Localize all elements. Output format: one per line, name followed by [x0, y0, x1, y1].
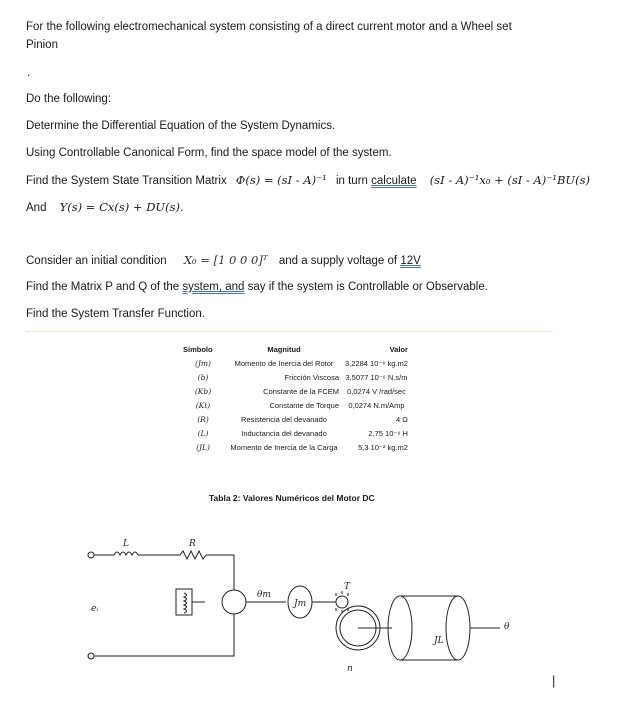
cell-magnitude: Resistencia del devanado	[241, 414, 327, 424]
label-torque: T	[344, 582, 351, 592]
label-jm: Jm	[294, 599, 307, 609]
system-link[interactable]: system, and	[182, 281, 245, 293]
cell-magnitude: Inductancia del devanado	[241, 428, 327, 438]
state-transition-formula: Φ(s) = (sI - A)⁻¹	[235, 173, 327, 187]
do-following-heading: Do the following:	[26, 93, 112, 105]
cell-value: 0,0274 V /rad/sec	[347, 386, 406, 396]
cell-magnitude: Constante de Torque	[269, 400, 339, 410]
label-gear-ratio: n	[347, 664, 353, 674]
task5-prefix: Find the Matrix P and Q of the	[26, 281, 180, 293]
label-theta-m: θm	[257, 590, 271, 600]
pinion-gear	[336, 596, 348, 608]
cell-magnitude: Fricción Viscosa	[284, 372, 339, 382]
cell-value: 0,0274 N.m/Amp	[348, 400, 405, 410]
label-inductance: L	[123, 539, 129, 549]
cond-mid: and a supply voltage of	[278, 255, 398, 267]
task5-suffix: say if the system is Controllable or Observable.	[247, 281, 488, 293]
cell-symbol: (Jm)	[195, 358, 211, 368]
task-transfer-function: Find the System Transfer Function.	[26, 308, 205, 320]
header-symbol: Símbolo	[183, 344, 213, 354]
text-cursor: |	[552, 673, 556, 688]
cell-magnitude: Momento de Inercia de la Carga	[230, 442, 338, 452]
cell-symbol: (JL)	[196, 442, 210, 452]
cell-symbol: (R)	[197, 414, 209, 424]
label-resistance: R	[189, 539, 196, 549]
task-differential-equation: Determine the Differential Equation of the System Dynamics.	[26, 120, 336, 132]
initial-condition-formula: X₀ = [1 0 0 0]ᵀ	[183, 253, 268, 267]
intro-line-1: For the following electromechanical system consisting of a direct current motor and a Wheel set	[26, 21, 512, 33]
inductor-symbol	[114, 552, 138, 555]
cell-value: 4 Ω	[396, 414, 408, 424]
task3-prefix: Find the System State Transition Matrix	[26, 175, 227, 187]
cell-magnitude: Constante de la FCEM	[263, 386, 339, 396]
resistor-symbol	[180, 551, 206, 559]
motor-circle	[222, 590, 246, 614]
wire-bottom	[94, 614, 234, 656]
cond-prefix: Consider an initial condition	[26, 255, 167, 267]
header-value: Valor	[389, 344, 408, 354]
task3-mid: in turn	[335, 175, 368, 187]
task4-prefix: And	[26, 202, 47, 214]
cell-symbol: (Kb)	[194, 386, 212, 396]
cell-value: 2,75 10⁻⁶ H	[368, 428, 408, 438]
dot-marker: .	[27, 67, 31, 79]
armature-box	[176, 589, 192, 615]
armature-coil	[184, 593, 187, 613]
cell-symbol: (Kt)	[195, 400, 211, 410]
cell-value: 5,3 10⁻² kg.m2	[358, 442, 408, 452]
intro-line-2: Pinion	[26, 39, 58, 51]
terminal-top	[88, 552, 94, 558]
output-formula: Y(s) = Cx(s) + DU(s).	[59, 200, 184, 214]
label-input-voltage: eᵢ	[91, 604, 99, 614]
cell-magnitude: Momento de Inercia del Rotor	[234, 358, 334, 368]
load-cylinder-right	[446, 596, 470, 660]
cell-value: 3,2284 10⁻⁶ kg.m2	[345, 358, 408, 368]
wire-top-right	[206, 555, 234, 590]
voltage-value: 12V	[400, 255, 421, 267]
task-space-model: Using Controllable Canonical Form, find the space model of the system.	[26, 147, 392, 159]
cell-value: 3,5077 10⁻⁶ N.s/m	[345, 372, 408, 382]
state-response-formula: (sI - A)⁻¹x₀ + (sI - A)⁻¹BU(s)	[429, 173, 590, 187]
table-caption: Tabla 2: Valores Numéricos del Motor DC	[209, 493, 375, 503]
cell-symbol: (L)	[197, 428, 209, 438]
cell-symbol: (b)	[197, 372, 209, 382]
calculate-link[interactable]: calculate	[371, 175, 417, 187]
terminal-bottom	[88, 653, 94, 659]
label-theta: θ	[504, 622, 510, 632]
header-magnitude: Magnitud	[267, 344, 301, 354]
label-jl: JL	[434, 636, 444, 646]
